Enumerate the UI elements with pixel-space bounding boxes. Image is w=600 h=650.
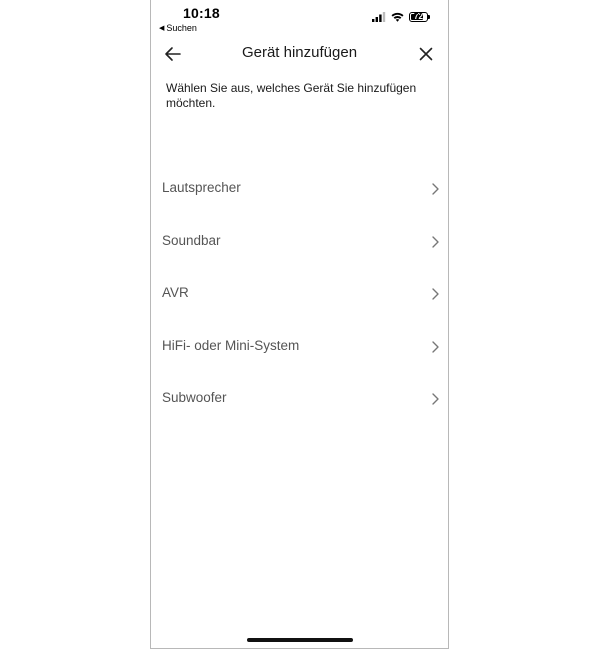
signal-icon	[372, 12, 386, 22]
home-indicator[interactable]	[247, 638, 353, 642]
device-item-label: Soundbar	[162, 232, 221, 248]
close-button[interactable]	[416, 44, 436, 64]
instruction-text: Wählen Sie aus, welches Gerät Sie hinzufügen möchten.	[166, 81, 417, 110]
device-item-label: Subwoofer	[162, 390, 227, 405]
chevron-right-icon	[430, 392, 440, 406]
chevron-right-icon	[430, 235, 440, 249]
wifi-icon	[391, 12, 404, 22]
battery-level: 72	[414, 12, 423, 21]
status-icons	[372, 12, 428, 22]
chevron-right-icon	[430, 182, 440, 196]
phone-screen	[150, 0, 449, 649]
device-item-avr[interactable]	[151, 267, 448, 320]
back-app-label: Suchen	[166, 23, 197, 33]
battery-icon	[409, 12, 428, 22]
back-to-app-link[interactable]	[159, 23, 197, 33]
device-item-hifi-mini-system[interactable]	[151, 320, 448, 373]
status-time: 10:18	[183, 5, 220, 21]
device-item-label: Lautsprecher	[162, 180, 241, 195]
device-type-list	[151, 162, 448, 425]
chevron-right-icon	[430, 340, 440, 354]
device-item-subwoofer[interactable]	[151, 372, 448, 425]
chevron-right-icon	[430, 287, 440, 301]
device-item-label: HiFi- oder Mini-System	[162, 337, 300, 353]
close-icon	[416, 44, 436, 64]
device-item-label: AVR	[162, 285, 189, 300]
device-item-lautsprecher[interactable]	[151, 162, 448, 215]
back-triangle-icon: ◀	[159, 25, 165, 32]
device-item-soundbar[interactable]	[151, 215, 448, 268]
page-title: Gerät hinzufügen	[241, 44, 358, 61]
